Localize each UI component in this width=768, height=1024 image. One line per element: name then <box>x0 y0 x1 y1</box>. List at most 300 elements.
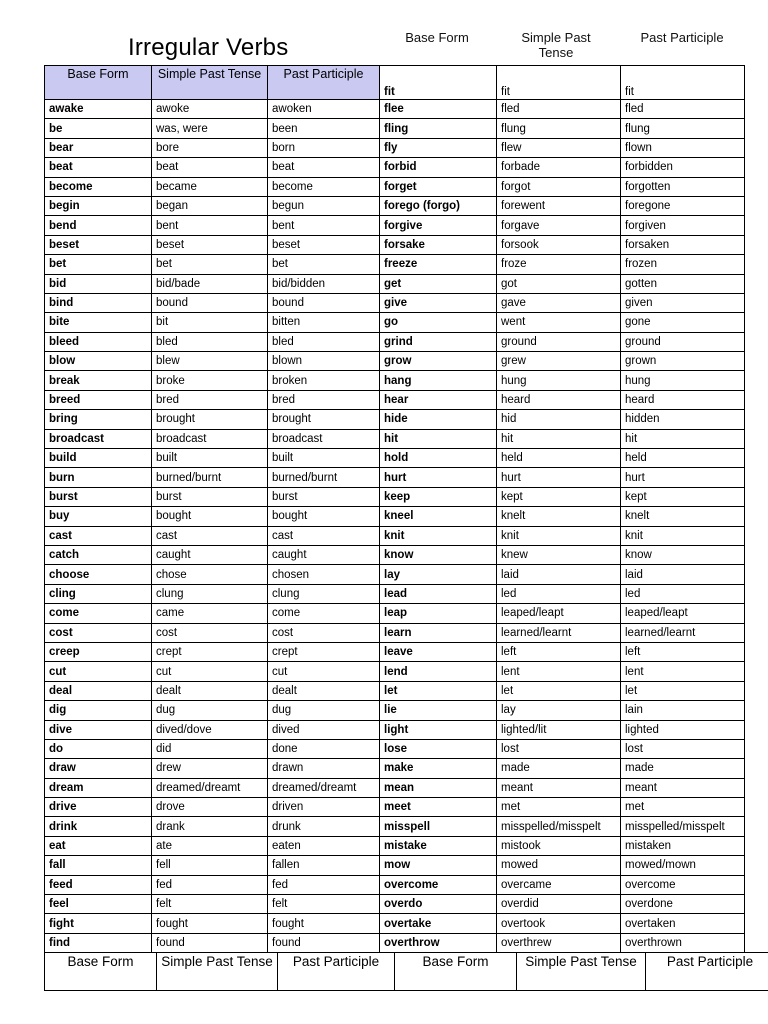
simple-past-cell: bled <box>152 332 268 351</box>
table-row <box>45 371 380 390</box>
table-row <box>45 487 380 506</box>
past-participle-cell: misspelled/misspelt <box>621 817 745 836</box>
table-row <box>380 158 745 177</box>
simple-past-cell: met <box>497 798 621 817</box>
table-row <box>45 739 380 758</box>
simple-past-cell: learned/learnt <box>497 623 621 642</box>
simple-past-cell: hit <box>497 429 621 448</box>
table-row <box>380 565 745 584</box>
table-row <box>380 817 745 836</box>
table-row <box>45 255 380 274</box>
past-participle-cell: built <box>268 449 380 468</box>
simple-past-cell: bound <box>152 293 268 312</box>
column-header-simple-past: Simple Past Tense <box>152 66 268 100</box>
table-row <box>380 914 745 933</box>
base-form-cell: learn <box>380 623 497 642</box>
past-participle-cell: clung <box>268 584 380 603</box>
simple-past-cell: beset <box>152 235 268 254</box>
past-participle-cell: forbidden <box>621 158 745 177</box>
past-participle-cell: cost <box>268 623 380 642</box>
base-form-cell: fling <box>380 119 497 138</box>
base-form-cell: lose <box>380 739 497 758</box>
past-participle-cell: beat <box>268 158 380 177</box>
simple-past-cell: dreamed/dreamt <box>152 778 268 797</box>
simple-past-cell: dug <box>152 701 268 720</box>
base-form-cell: overthrow <box>380 933 497 952</box>
table-row <box>380 119 745 138</box>
base-form-cell: draw <box>45 759 152 778</box>
simple-past-cell: fit <box>497 66 621 100</box>
table-row <box>380 313 745 332</box>
verbs-table-right <box>379 65 745 953</box>
past-participle-cell: burst <box>268 487 380 506</box>
simple-past-cell: flew <box>497 138 621 157</box>
base-form-cell: blow <box>45 352 152 371</box>
base-form-cell: hang <box>380 371 497 390</box>
past-participle-cell: let <box>621 681 745 700</box>
past-participle-cell: lain <box>621 701 745 720</box>
simple-past-cell: laid <box>497 565 621 584</box>
base-form-cell: come <box>45 604 152 623</box>
past-participle-cell: bred <box>268 390 380 409</box>
simple-past-cell: drank <box>152 817 268 836</box>
simple-past-cell: misspelled/misspelt <box>497 817 621 836</box>
base-form-cell: forego (forgo) <box>380 196 497 215</box>
footer-past-participle: Past Participle <box>646 953 768 991</box>
past-participle-cell: hung <box>621 371 745 390</box>
base-form-cell: feed <box>45 875 152 894</box>
base-form-cell: build <box>45 449 152 468</box>
simple-past-cell: forgave <box>497 216 621 235</box>
simple-past-cell: caught <box>152 545 268 564</box>
table-row <box>45 778 380 797</box>
table-row <box>380 177 745 196</box>
base-form-cell: mow <box>380 856 497 875</box>
past-participle-cell: bid/bidden <box>268 274 380 293</box>
simple-past-cell: gave <box>497 293 621 312</box>
table-row <box>45 313 380 332</box>
past-participle-cell: learned/learnt <box>621 623 745 642</box>
table-row <box>380 66 745 100</box>
past-participle-cell: foregone <box>621 196 745 215</box>
table-row <box>45 196 380 215</box>
table-row <box>45 759 380 778</box>
simple-past-cell: blew <box>152 352 268 371</box>
table-row <box>45 449 380 468</box>
simple-past-cell: ground <box>497 332 621 351</box>
table-row <box>45 235 380 254</box>
simple-past-cell: burst <box>152 487 268 506</box>
past-participle-cell: found <box>268 933 380 952</box>
base-form-cell: overtake <box>380 914 497 933</box>
simple-past-cell: drew <box>152 759 268 778</box>
table-row <box>45 352 380 371</box>
simple-past-cell: ate <box>152 836 268 855</box>
table-row <box>380 487 745 506</box>
past-participle-cell: lost <box>621 739 745 758</box>
past-participle-cell: gone <box>621 313 745 332</box>
simple-past-cell: overtook <box>497 914 621 933</box>
base-form-cell: broadcast <box>45 429 152 448</box>
base-form-cell: overcome <box>380 875 497 894</box>
base-form-cell: breed <box>45 390 152 409</box>
past-participle-cell: fallen <box>268 856 380 875</box>
past-participle-cell: fed <box>268 875 380 894</box>
table-row <box>380 332 745 351</box>
footer-simple-past: Simple Past Tense <box>157 953 278 991</box>
base-form-cell: choose <box>45 565 152 584</box>
past-participle-cell: born <box>268 138 380 157</box>
column-header-past-participle: Past Participle <box>268 66 380 100</box>
past-participle-cell: leaped/leapt <box>621 604 745 623</box>
simple-past-cell: bit <box>152 313 268 332</box>
simple-past-cell: beat <box>152 158 268 177</box>
simple-past-cell: held <box>497 449 621 468</box>
table-row <box>380 875 745 894</box>
table-row <box>380 701 745 720</box>
simple-past-cell: found <box>152 933 268 952</box>
base-form-cell: grow <box>380 352 497 371</box>
base-form-cell: keep <box>380 487 497 506</box>
base-form-cell: dig <box>45 701 152 720</box>
past-participle-cell: beset <box>268 235 380 254</box>
past-participle-cell: heard <box>621 390 745 409</box>
simple-past-cell: burned/burnt <box>152 468 268 487</box>
base-form-cell: drink <box>45 817 152 836</box>
past-participle-cell: hurt <box>621 468 745 487</box>
past-participle-cell: lent <box>621 662 745 681</box>
past-participle-cell: held <box>621 449 745 468</box>
table-row <box>45 856 380 875</box>
footer-past-participle: Past Participle <box>278 953 395 991</box>
simple-past-cell: drove <box>152 798 268 817</box>
simple-past-cell: flung <box>497 119 621 138</box>
base-form-cell: hold <box>380 449 497 468</box>
base-form-cell: break <box>45 371 152 390</box>
simple-past-cell: overdid <box>497 895 621 914</box>
past-participle-cell: bound <box>268 293 380 312</box>
past-participle-cell: done <box>268 739 380 758</box>
simple-past-cell: forgot <box>497 177 621 196</box>
table-row <box>45 701 380 720</box>
simple-past-cell: froze <box>497 255 621 274</box>
past-participle-cell: fought <box>268 914 380 933</box>
base-form-cell: awake <box>45 100 152 119</box>
simple-past-cell: led <box>497 584 621 603</box>
past-participle-cell: become <box>268 177 380 196</box>
base-form-cell: meet <box>380 798 497 817</box>
past-participle-cell: driven <box>268 798 380 817</box>
base-form-cell: let <box>380 681 497 700</box>
past-participle-cell: ground <box>621 332 745 351</box>
past-participle-cell: cut <box>268 662 380 681</box>
table-row <box>45 584 380 603</box>
past-participle-cell: fit <box>621 66 745 100</box>
past-participle-cell: dived <box>268 720 380 739</box>
base-form-cell: fly <box>380 138 497 157</box>
past-participle-cell: dug <box>268 701 380 720</box>
simple-past-cell: overcame <box>497 875 621 894</box>
base-form-cell: hide <box>380 410 497 429</box>
base-form-cell: lead <box>380 584 497 603</box>
table-row <box>380 720 745 739</box>
base-form-cell: beat <box>45 158 152 177</box>
table-row <box>45 507 380 526</box>
simple-past-cell: bred <box>152 390 268 409</box>
past-participle-cell: mowed/mown <box>621 856 745 875</box>
past-participle-cell: knelt <box>621 507 745 526</box>
base-form-cell: hear <box>380 390 497 409</box>
simple-past-cell: bent <box>152 216 268 235</box>
table-row <box>380 449 745 468</box>
table-row <box>45 836 380 855</box>
table-row <box>380 138 745 157</box>
column-header-base-form: Base Form <box>45 66 152 100</box>
simple-past-cell: got <box>497 274 621 293</box>
past-participle-cell: dreamed/dreamt <box>268 778 380 797</box>
simple-past-cell: knelt <box>497 507 621 526</box>
past-participle-cell: left <box>621 642 745 661</box>
past-participle-cell: led <box>621 584 745 603</box>
table-row <box>45 138 380 157</box>
table-row <box>380 836 745 855</box>
table-row <box>380 933 745 952</box>
table-row <box>380 255 745 274</box>
simple-past-cell: dived/dove <box>152 720 268 739</box>
base-form-cell: hurt <box>380 468 497 487</box>
simple-past-cell: forbade <box>497 158 621 177</box>
base-form-cell: mistake <box>380 836 497 855</box>
simple-past-cell: mistook <box>497 836 621 855</box>
simple-past-cell: brought <box>152 410 268 429</box>
past-participle-cell: forgotten <box>621 177 745 196</box>
simple-past-cell: bore <box>152 138 268 157</box>
table-row <box>45 429 380 448</box>
table-row <box>45 100 380 119</box>
base-form-cell: forsake <box>380 235 497 254</box>
simple-past-cell: began <box>152 196 268 215</box>
base-form-cell: give <box>380 293 497 312</box>
simple-past-cell: left <box>497 642 621 661</box>
header-past-participle: Past Participle <box>640 30 724 45</box>
simple-past-cell: cut <box>152 662 268 681</box>
past-participle-cell: blown <box>268 352 380 371</box>
past-participle-cell: awoken <box>268 100 380 119</box>
past-participle-cell: kept <box>621 487 745 506</box>
simple-past-cell: mowed <box>497 856 621 875</box>
simple-past-cell: cast <box>152 526 268 545</box>
base-form-cell: bet <box>45 255 152 274</box>
table-row <box>45 332 380 351</box>
base-form-cell: freeze <box>380 255 497 274</box>
simple-past-cell: came <box>152 604 268 623</box>
base-form-cell: kneel <box>380 507 497 526</box>
table-row <box>45 545 380 564</box>
past-participle-cell: cast <box>268 526 380 545</box>
base-form-cell: light <box>380 720 497 739</box>
base-form-cell: misspell <box>380 817 497 836</box>
table-row <box>380 798 745 817</box>
past-participle-cell: dealt <box>268 681 380 700</box>
past-participle-cell: burned/burnt <box>268 468 380 487</box>
base-form-cell: leave <box>380 642 497 661</box>
base-form-cell: fall <box>45 856 152 875</box>
footer-simple-past: Simple Past Tense <box>517 953 646 991</box>
past-participle-cell: laid <box>621 565 745 584</box>
past-participle-cell: overcome <box>621 875 745 894</box>
base-form-cell: find <box>45 933 152 952</box>
base-form-cell: begin <box>45 196 152 215</box>
table-row <box>380 681 745 700</box>
simple-past-cell: was, were <box>152 119 268 138</box>
table-row <box>45 410 380 429</box>
past-participle-cell: overdone <box>621 895 745 914</box>
table-row <box>380 623 745 642</box>
base-form-cell: drive <box>45 798 152 817</box>
table-row <box>380 584 745 603</box>
base-form-cell: burst <box>45 487 152 506</box>
past-participle-cell: bought <box>268 507 380 526</box>
past-participle-cell: flown <box>621 138 745 157</box>
table-row <box>45 720 380 739</box>
table-row <box>380 293 745 312</box>
past-participle-cell: flung <box>621 119 745 138</box>
table-row <box>45 895 380 914</box>
base-form-cell: cling <box>45 584 152 603</box>
simple-past-cell: did <box>152 739 268 758</box>
past-participle-cell: brought <box>268 410 380 429</box>
base-form-cell: burn <box>45 468 152 487</box>
past-participle-cell: made <box>621 759 745 778</box>
table-row <box>380 662 745 681</box>
base-form-cell: make <box>380 759 497 778</box>
table-row <box>45 604 380 623</box>
simple-past-cell: felt <box>152 895 268 914</box>
table-row <box>380 759 745 778</box>
base-form-cell: creep <box>45 642 152 661</box>
verbs-table-left <box>44 65 380 953</box>
table-row <box>380 468 745 487</box>
table-row <box>380 235 745 254</box>
past-participle-cell: bent <box>268 216 380 235</box>
table-row <box>45 390 380 409</box>
simple-past-cell: kept <box>497 487 621 506</box>
base-form-cell: leap <box>380 604 497 623</box>
base-form-cell: overdo <box>380 895 497 914</box>
table-row <box>380 739 745 758</box>
table-row <box>45 914 380 933</box>
base-form-cell: go <box>380 313 497 332</box>
base-form-cell: bid <box>45 274 152 293</box>
simple-past-cell: built <box>152 449 268 468</box>
simple-past-cell: crept <box>152 642 268 661</box>
base-form-cell: flee <box>380 100 497 119</box>
past-participle-cell: hidden <box>621 410 745 429</box>
past-participle-cell: given <box>621 293 745 312</box>
simple-past-cell: heard <box>497 390 621 409</box>
simple-past-cell: cost <box>152 623 268 642</box>
base-form-cell: bend <box>45 216 152 235</box>
base-form-cell: lay <box>380 565 497 584</box>
table-row <box>45 274 380 293</box>
base-form-cell: dream <box>45 778 152 797</box>
table-row <box>380 352 745 371</box>
past-participle-cell: overtaken <box>621 914 745 933</box>
past-participle-cell: meant <box>621 778 745 797</box>
table-header-row <box>45 66 380 100</box>
table-row <box>45 565 380 584</box>
past-participle-cell: knit <box>621 526 745 545</box>
past-participle-cell: been <box>268 119 380 138</box>
simple-past-cell: hurt <box>497 468 621 487</box>
base-form-cell: fit <box>380 66 497 100</box>
simple-past-cell: lighted/lit <box>497 720 621 739</box>
base-form-cell: get <box>380 274 497 293</box>
base-form-cell: be <box>45 119 152 138</box>
footer-header-row <box>44 952 768 991</box>
simple-past-cell: clung <box>152 584 268 603</box>
table-row <box>45 526 380 545</box>
table-row <box>45 177 380 196</box>
simple-past-cell: lay <box>497 701 621 720</box>
table-row <box>380 545 745 564</box>
base-form-cell: deal <box>45 681 152 700</box>
past-participle-cell: bled <box>268 332 380 351</box>
table-row <box>380 216 745 235</box>
past-participle-cell: fled <box>621 100 745 119</box>
simple-past-cell: fled <box>497 100 621 119</box>
base-form-cell: bear <box>45 138 152 157</box>
past-participle-cell: chosen <box>268 565 380 584</box>
simple-past-cell: overthrew <box>497 933 621 952</box>
base-form-cell: do <box>45 739 152 758</box>
base-form-cell: fight <box>45 914 152 933</box>
simple-past-cell: broadcast <box>152 429 268 448</box>
past-participle-cell: eaten <box>268 836 380 855</box>
base-form-cell: buy <box>45 507 152 526</box>
simple-past-cell: let <box>497 681 621 700</box>
past-participle-cell: felt <box>268 895 380 914</box>
base-form-cell: catch <box>45 545 152 564</box>
base-form-cell: forgive <box>380 216 497 235</box>
past-participle-cell: met <box>621 798 745 817</box>
past-participle-cell: know <box>621 545 745 564</box>
past-participle-cell: begun <box>268 196 380 215</box>
table-row <box>45 216 380 235</box>
simple-past-cell: knew <box>497 545 621 564</box>
past-participle-cell: mistaken <box>621 836 745 855</box>
simple-past-cell: knit <box>497 526 621 545</box>
base-form-cell: hit <box>380 429 497 448</box>
table-row <box>380 100 745 119</box>
simple-past-cell: dealt <box>152 681 268 700</box>
footer-base-form: Base Form <box>395 953 517 991</box>
base-form-cell: bind <box>45 293 152 312</box>
table-row <box>380 856 745 875</box>
table-row <box>45 662 380 681</box>
base-form-cell: cut <box>45 662 152 681</box>
table-row <box>45 623 380 642</box>
simple-past-cell: bet <box>152 255 268 274</box>
simple-past-cell: bought <box>152 507 268 526</box>
table-row <box>45 681 380 700</box>
table-row <box>380 371 745 390</box>
page-title: Irregular Verbs <box>128 34 289 61</box>
past-participle-cell: gotten <box>621 274 745 293</box>
base-form-cell: feel <box>45 895 152 914</box>
past-participle-cell: come <box>268 604 380 623</box>
table-row <box>45 875 380 894</box>
